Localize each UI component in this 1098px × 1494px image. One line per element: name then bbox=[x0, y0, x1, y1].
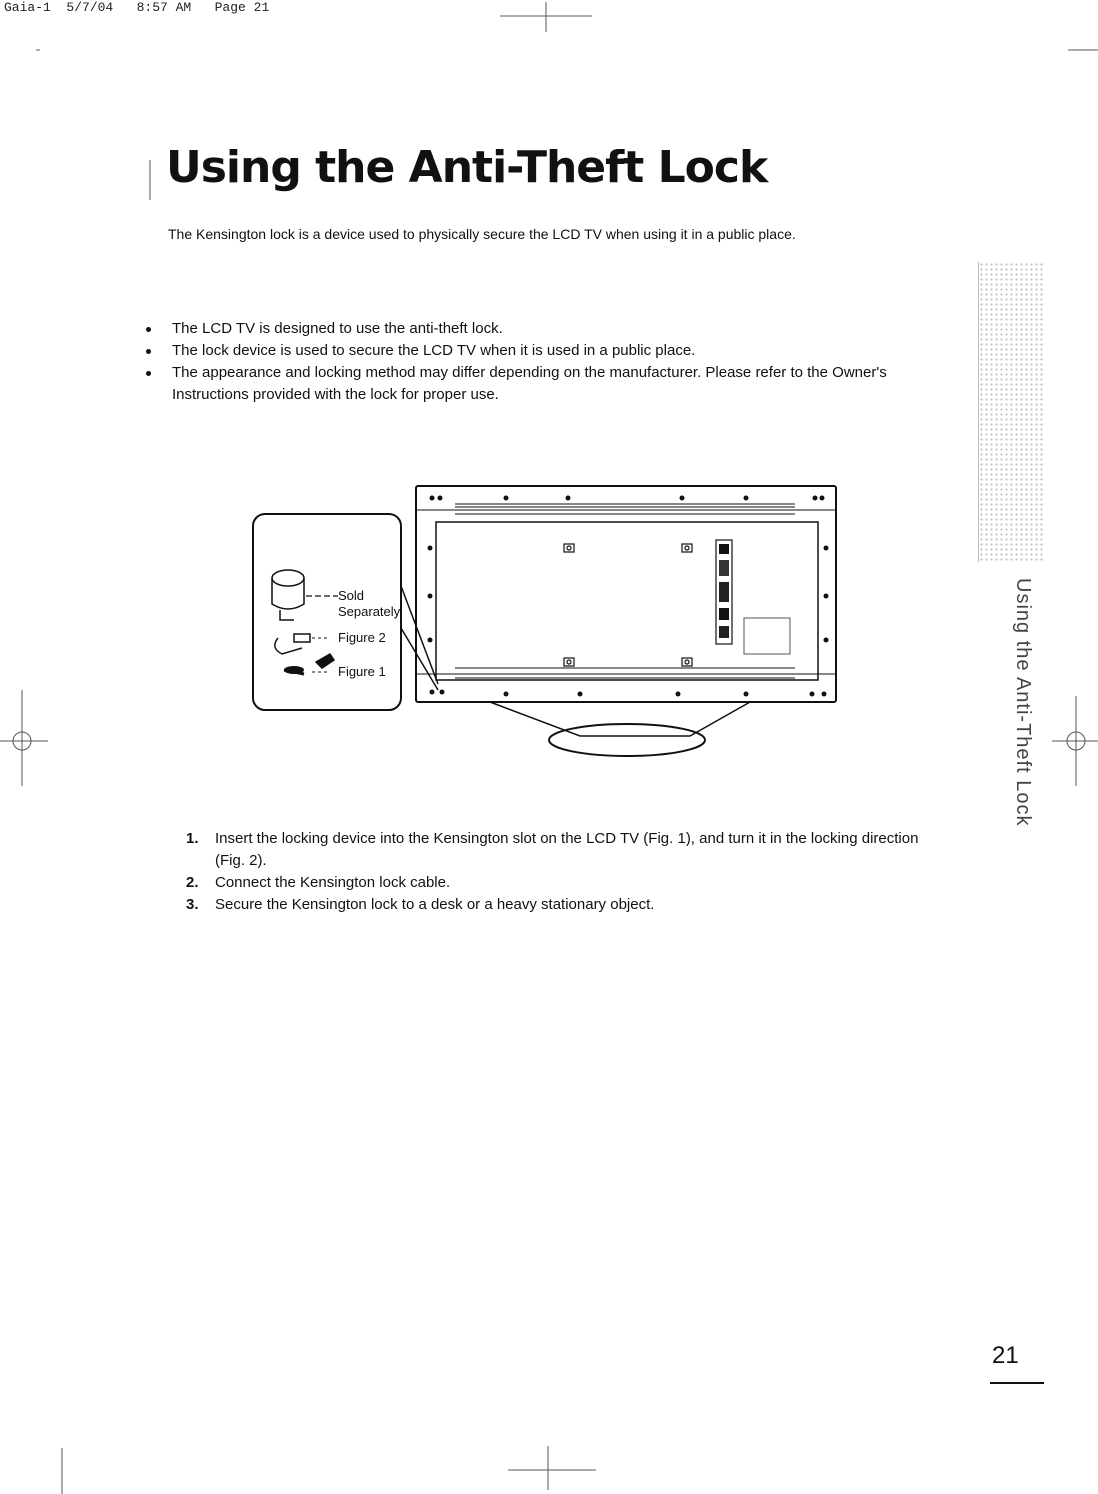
label-figure-2: Figure 2 bbox=[338, 630, 386, 645]
lock-icon bbox=[272, 570, 304, 620]
step-number: 2. bbox=[186, 874, 199, 891]
page-title: Using the Anti-Theft Lock bbox=[166, 142, 768, 193]
page-number: 21 bbox=[992, 1342, 1019, 1369]
tv-stand-neck bbox=[490, 702, 750, 736]
list-item bbox=[186, 872, 936, 894]
tv-stand-base bbox=[549, 724, 705, 756]
bullet-list bbox=[146, 318, 916, 406]
step-text: Secure the Kensington lock to a desk or a heavy stationary object. bbox=[215, 896, 655, 913]
label-sold: Sold bbox=[338, 588, 365, 603]
tv-inner-panel bbox=[436, 522, 818, 680]
side-tab-title: Using the Anti-Theft Lock bbox=[1012, 578, 1034, 827]
label-figure-1: Figure 1 bbox=[338, 664, 386, 679]
page-number-rule bbox=[990, 1382, 1044, 1384]
chapter-tab bbox=[978, 262, 1045, 562]
key-icon bbox=[275, 634, 334, 668]
step-number: 1. bbox=[186, 830, 199, 847]
list-item: The appearance and locking method may differ depending on the manufacturer. Please refer to the Owner's Instructions provided with the lock for proper use. bbox=[146, 362, 916, 406]
lock-pin-icon bbox=[284, 666, 304, 674]
step-text: Insert the locking device into the Kensington slot on the LCD TV (Fig. 1), and turn it in the locking direction (Fig. 2). bbox=[215, 830, 919, 869]
list-item bbox=[186, 828, 936, 872]
list-item bbox=[186, 894, 936, 916]
tv-back-diagram bbox=[250, 478, 850, 768]
label-separately: Separately bbox=[338, 604, 401, 619]
list-item: The LCD TV is designed to use the anti-theft lock. bbox=[146, 318, 916, 340]
step-text: Connect the Kensington lock cable. bbox=[215, 874, 451, 891]
intro-text: The Kensington lock is a device used to physically secure the LCD TV when using it in a public place. bbox=[168, 226, 796, 242]
connector-panel bbox=[716, 540, 790, 654]
steps-list bbox=[186, 828, 936, 916]
tv-back-panel bbox=[416, 486, 836, 702]
step-number: 3. bbox=[186, 896, 199, 913]
list-item: The lock device is used to secure the LCD TV when it is used in a public place. bbox=[146, 340, 916, 362]
print-slug: Gaia-1 5/7/04 8:57 AM Page 21 bbox=[4, 0, 270, 15]
